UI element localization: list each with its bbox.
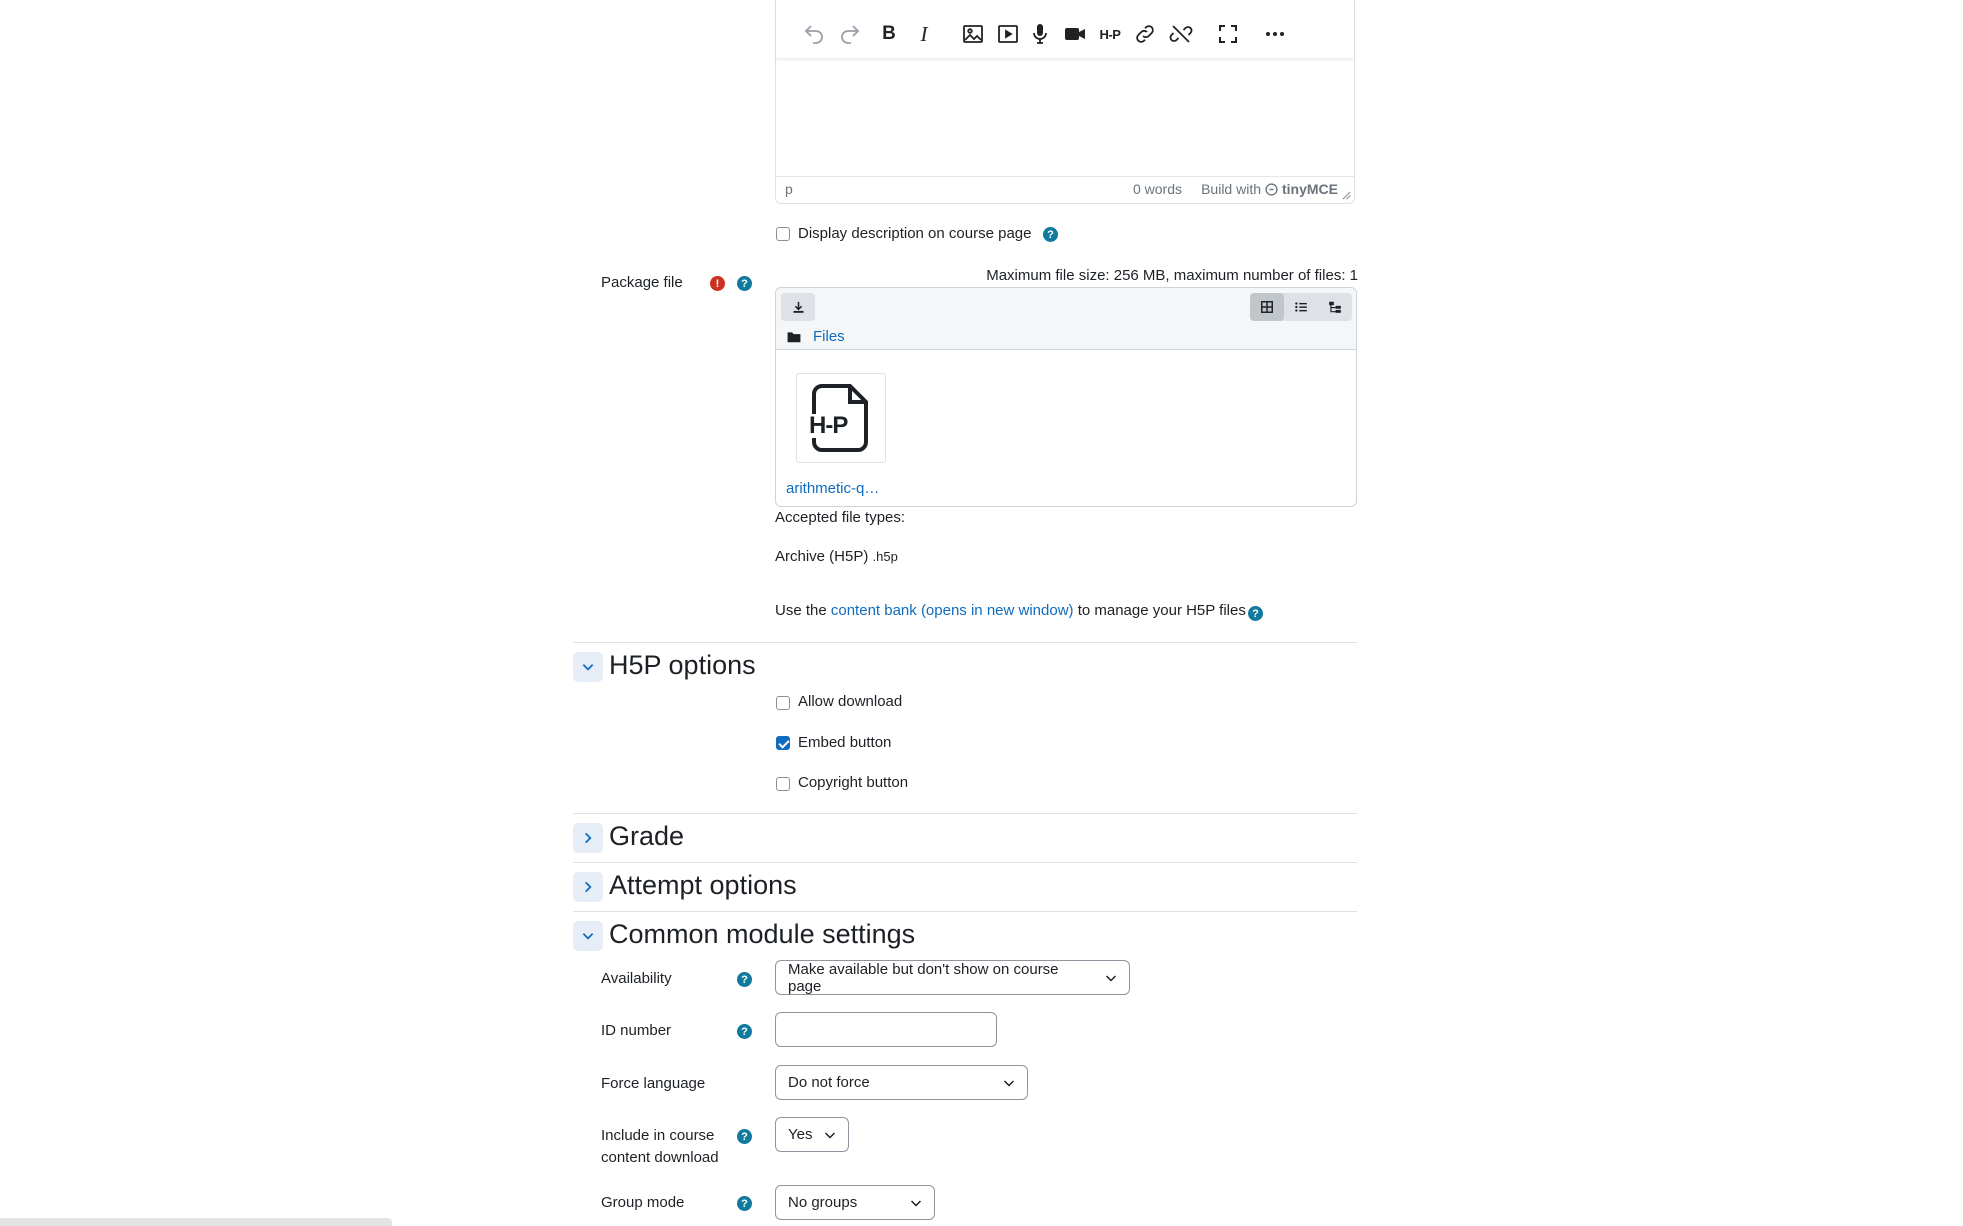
download-icon bbox=[791, 300, 806, 315]
view-switcher bbox=[1250, 293, 1352, 321]
help-icon[interactable]: ? bbox=[737, 1024, 752, 1039]
help-icon[interactable]: ? bbox=[737, 1129, 752, 1144]
include-download-label bbox=[601, 1125, 719, 1169]
accepted-type-name: Archive (H5P) bbox=[775, 548, 869, 565]
chevron-down-icon bbox=[581, 929, 595, 943]
package-file-label: Package file bbox=[601, 274, 683, 291]
folder-icon bbox=[787, 331, 801, 343]
resize-handle-icon[interactable] bbox=[1342, 191, 1351, 200]
file-thumbnail[interactable] bbox=[796, 373, 886, 463]
undo-icon[interactable] bbox=[797, 16, 831, 52]
chevron-right-icon bbox=[581, 831, 595, 845]
section-title-common-module[interactable]: Common module settings bbox=[609, 919, 916, 949]
group-mode-select[interactable] bbox=[775, 1185, 935, 1220]
required-icon: ! bbox=[710, 276, 725, 291]
redo-icon[interactable] bbox=[833, 16, 867, 52]
help-icon[interactable]: ? bbox=[1248, 606, 1263, 621]
more-icon[interactable] bbox=[1258, 16, 1292, 52]
accepted-type bbox=[775, 548, 898, 565]
collapse-toggle-common-module[interactable] bbox=[573, 921, 603, 951]
chevron-down-icon bbox=[581, 660, 595, 674]
section-title-attempt-options[interactable]: Attempt options bbox=[609, 870, 797, 900]
chevron-right-icon bbox=[581, 880, 595, 894]
divider bbox=[573, 911, 1357, 912]
divider bbox=[573, 813, 1357, 814]
embed-button-label: Embed button bbox=[798, 734, 892, 751]
file-path bbox=[787, 328, 845, 345]
tinymce-brand: tinyMCE bbox=[1282, 181, 1338, 197]
chevron-down-icon bbox=[824, 1129, 836, 1141]
copyright-button-checkbox[interactable] bbox=[776, 777, 790, 791]
italic-icon[interactable] bbox=[907, 16, 941, 52]
content-bank-link[interactable]: content bank (opens in new window) bbox=[830, 602, 1074, 619]
content-bank-hint bbox=[775, 602, 1246, 619]
italic-label: I bbox=[920, 21, 928, 46]
tinymce-logo-icon bbox=[1265, 183, 1278, 196]
section-title-grade[interactable]: Grade bbox=[609, 821, 685, 851]
h5p-icon[interactable] bbox=[1093, 16, 1127, 52]
word-count[interactable]: 0 words bbox=[1132, 181, 1182, 197]
force-language-label: Force language bbox=[601, 1075, 706, 1092]
download-button[interactable] bbox=[781, 293, 815, 321]
microphone-icon[interactable] bbox=[1023, 16, 1057, 52]
video-camera-icon[interactable] bbox=[1058, 16, 1092, 52]
group-mode-label: Group mode bbox=[601, 1194, 685, 1211]
description-editor[interactable] bbox=[775, 0, 1355, 204]
allow-download-label: Allow download bbox=[798, 693, 903, 710]
id-number-label: ID number bbox=[601, 1022, 672, 1039]
element-path[interactable]: p bbox=[785, 181, 793, 197]
force-language-select[interactable] bbox=[775, 1065, 1028, 1100]
section-title-h5p-options[interactable]: H5P options bbox=[609, 650, 756, 680]
built-with-label: Build with bbox=[1201, 181, 1261, 197]
hint-prefix: Use the bbox=[775, 602, 827, 619]
allow-download-checkbox[interactable] bbox=[776, 696, 790, 710]
divider bbox=[573, 862, 1357, 863]
embed-button-checkbox[interactable] bbox=[776, 736, 790, 750]
availability-label: Availability bbox=[601, 970, 672, 987]
copyright-button-label: Copyright button bbox=[798, 774, 909, 791]
group-mode-value: No groups bbox=[788, 1194, 858, 1211]
chevron-down-icon bbox=[1105, 972, 1117, 984]
file-name[interactable]: arithmetic-q… bbox=[786, 480, 880, 497]
files-path-link[interactable]: Files bbox=[813, 328, 845, 345]
h5p-label: H-P bbox=[1099, 26, 1121, 42]
image-icon[interactable] bbox=[956, 16, 990, 52]
include-download-value: Yes bbox=[788, 1126, 813, 1143]
bold-label: B bbox=[882, 23, 896, 44]
collapse-toggle-h5p-options[interactable] bbox=[573, 652, 603, 682]
max-file-size: Maximum file size: 256 MB, maximum number of files: 1 bbox=[986, 267, 1358, 284]
media-icon[interactable] bbox=[991, 16, 1025, 52]
display-description-checkbox[interactable] bbox=[776, 227, 790, 241]
file-manager-toolbar bbox=[776, 288, 1356, 350]
link-icon[interactable] bbox=[1128, 16, 1162, 52]
help-icon[interactable]: ? bbox=[737, 276, 752, 291]
include-download-label-line2: content download bbox=[601, 1149, 719, 1166]
editor-statusbar bbox=[776, 176, 1354, 203]
h5p-thumb-text: H-P bbox=[809, 412, 848, 439]
help-icon[interactable]: ? bbox=[737, 972, 752, 987]
display-description-label: Display description on course page bbox=[798, 225, 1032, 242]
include-download-label-line1: Include in course bbox=[601, 1127, 715, 1144]
availability-select[interactable] bbox=[775, 960, 1130, 995]
force-language-value: Do not force bbox=[788, 1074, 870, 1091]
availability-value: Make available but don't show on course page bbox=[788, 960, 1059, 995]
collapse-toggle-grade[interactable] bbox=[573, 823, 603, 853]
divider bbox=[573, 642, 1357, 643]
accepted-type-ext: .h5p bbox=[872, 549, 898, 564]
chevron-down-icon bbox=[910, 1197, 922, 1209]
chevron-down-icon bbox=[1003, 1077, 1015, 1089]
fullscreen-icon[interactable] bbox=[1211, 16, 1245, 52]
id-number-input[interactable] bbox=[775, 1012, 997, 1047]
unlink-icon[interactable] bbox=[1164, 16, 1198, 52]
tree-view-icon[interactable] bbox=[1318, 293, 1352, 321]
collapse-toggle-attempt-options[interactable] bbox=[573, 872, 603, 902]
bold-icon[interactable] bbox=[872, 16, 906, 52]
file-manager[interactable] bbox=[775, 287, 1357, 507]
accepted-types-label: Accepted file types: bbox=[775, 509, 906, 526]
list-view-icon[interactable] bbox=[1284, 293, 1318, 321]
editor-toolbar bbox=[776, 0, 1354, 58]
built-with[interactable] bbox=[1201, 181, 1338, 197]
grid-view-icon[interactable] bbox=[1250, 293, 1284, 321]
include-download-select[interactable] bbox=[775, 1117, 849, 1152]
help-icon[interactable]: ? bbox=[737, 1196, 752, 1211]
hint-suffix: to manage your H5P files bbox=[1077, 602, 1246, 619]
bottom-status-bar bbox=[0, 1218, 392, 1226]
help-icon[interactable]: ? bbox=[1043, 227, 1058, 242]
